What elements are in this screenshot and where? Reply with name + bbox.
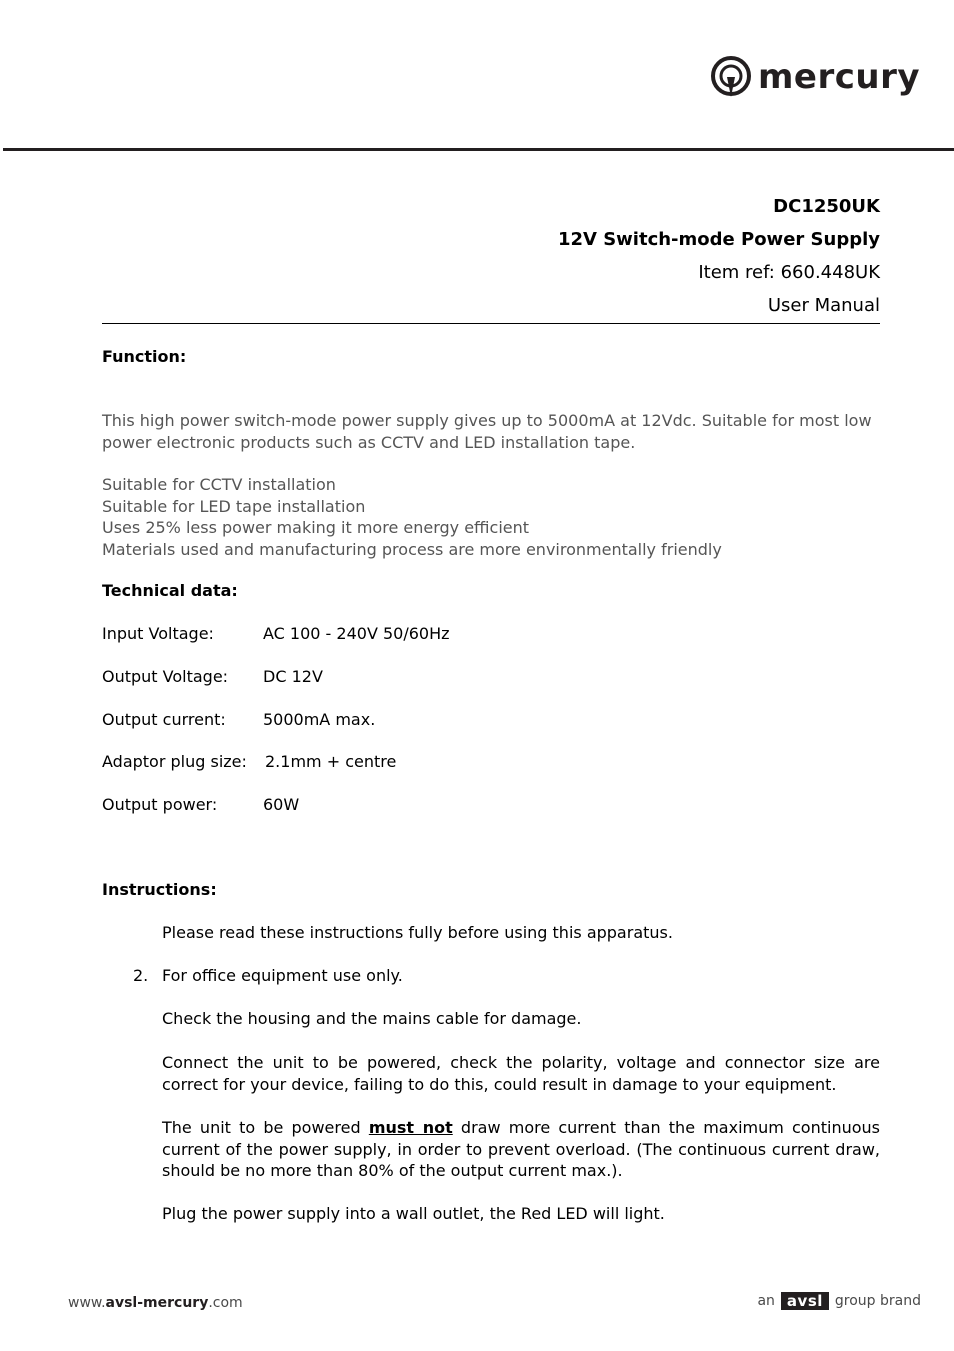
product-name: 12V Switch-mode Power Supply — [557, 229, 880, 250]
list-item: Suitable for CCTV installation — [102, 475, 336, 494]
tech-value: 2.1mm + centre — [265, 752, 397, 771]
list-item: Uses 25% less power making it more energy efficient — [102, 518, 530, 537]
brand-prefix: an — [757, 1293, 775, 1309]
instruction-2: For office equipment use only. — [162, 966, 403, 985]
tech-label: Output power: — [102, 795, 218, 814]
avsl-logo: avsl — [781, 1292, 829, 1310]
model-number: DC1250UK — [773, 196, 880, 217]
instruction-5 — [162, 1117, 880, 1182]
footer-brand — [757, 1292, 921, 1310]
document-type: User Manual — [767, 295, 880, 316]
function-intro: This high power switch-mode power supply gives up to 5000mA at 12Vdc. Suitable for most low power electronic products such as CCTV and LED installation tape. — [102, 411, 872, 452]
footer-website — [68, 1295, 243, 1311]
instructions-heading: Instructions: — [102, 880, 217, 899]
tech-label: Adaptor plug size: — [102, 752, 247, 771]
item-ref: Item ref: 660.448UK — [698, 262, 880, 283]
website-domain: avsl-mercury — [105, 1295, 209, 1311]
title-divider — [102, 323, 880, 324]
instruction-5-text: The unit to be powered — [162, 1118, 369, 1137]
brand-name: mercury — [758, 57, 921, 97]
tech-value: 60W — [263, 795, 300, 814]
feature-list — [102, 474, 880, 560]
instruction-1: Please read these instructions fully before using this apparatus. — [162, 923, 673, 942]
mercury-logo-icon — [710, 55, 752, 99]
tech-label: Output Voltage: — [102, 667, 229, 686]
tech-value: DC 12V — [263, 667, 323, 686]
tech-value: AC 100 - 240V 50/60Hz — [263, 624, 450, 643]
instruction-number: 2. — [133, 966, 149, 985]
instruction-4: Connect the unit to be powered, check the polarity, voltage and connector size are correct for your device, failing to do this, could result in damage to your equipment. — [162, 1053, 880, 1094]
header-divider — [3, 148, 954, 151]
website-prefix: www. — [68, 1295, 106, 1311]
tech-label: Output current: — [102, 710, 226, 729]
tech-value: 5000mA max. — [263, 710, 376, 729]
technical-heading: Technical data: — [102, 581, 238, 600]
tech-label: Input Voltage: — [102, 624, 214, 643]
instruction-3: Check the housing and the mains cable for damage. — [162, 1009, 582, 1028]
title-block — [558, 190, 880, 322]
instruction-6: Plug the power supply into a wall outlet, the Red LED will light. — [162, 1204, 665, 1223]
brand-suffix: group brand — [834, 1293, 921, 1309]
function-heading: Function: — [102, 347, 187, 366]
list-item: Materials used and manufacturing process are more environmentally friendly — [102, 539, 722, 559]
website-suffix: .com — [208, 1295, 243, 1311]
list-item: Suitable for LED tape installation — [102, 496, 366, 516]
instruction-5-emphasis: must not — [368, 1118, 453, 1137]
mercury-logo — [710, 54, 920, 100]
instruction-5-text-rest: draw more current than the maximum continuous current of the power supply, in order to prevent overload. (The continuous current draw, should be no more than 80% of the output current max.). — [162, 1118, 880, 1180]
